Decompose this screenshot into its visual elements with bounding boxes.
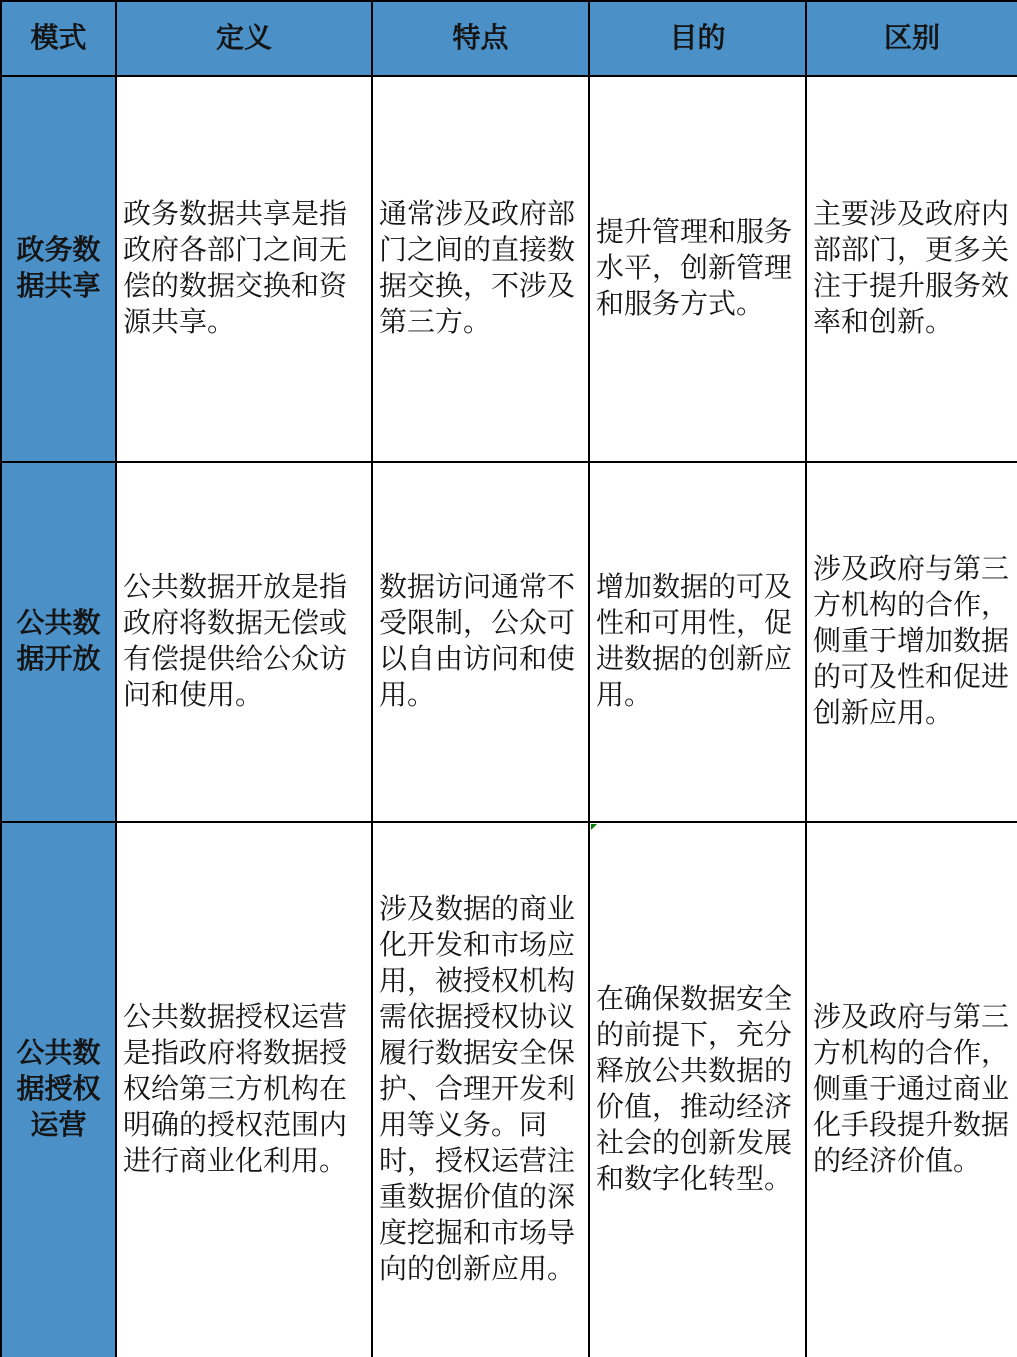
row-header-authorized-operation: 公共数据授权运营 bbox=[1, 822, 116, 1357]
cell-authorized-op-purpose: 在确保数据安全的前提下，充分释放公共数据的价值，推动经济社会的创新发展和数字化转型。 bbox=[589, 822, 806, 1357]
cell-gov-sharing-difference: 主要涉及政府内部部门，更多关注于提升服务效率和创新。 bbox=[806, 76, 1017, 462]
header-mode: 模式 bbox=[1, 1, 116, 76]
cell-authorized-op-difference: 涉及政府与第三方机构的合作，侧重于通过商业化手段提升数据的经济价值。 bbox=[806, 822, 1017, 1357]
row-header-gov-data-sharing: 政务数据共享 bbox=[1, 76, 116, 462]
cell-public-open-purpose: 增加数据的可及性和可用性，促进数据的创新应用。 bbox=[589, 462, 806, 822]
header-purpose: 目的 bbox=[589, 1, 806, 76]
cell-gov-sharing-features: 通常涉及政府部门之间的直接数据交换，不涉及第三方。 bbox=[372, 76, 589, 462]
table-header-row bbox=[1, 1, 1017, 76]
table-row bbox=[1, 462, 1017, 822]
cell-public-open-features: 数据访问通常不受限制，公众可以自由访问和使用。 bbox=[372, 462, 589, 822]
cell-public-open-difference: 涉及政府与第三方机构的合作，侧重于增加数据的可及性和促进创新应用。 bbox=[806, 462, 1017, 822]
cell-gov-sharing-definition: 政务数据共享是指政府各部门之间无偿的数据交换和资源共享。 bbox=[116, 76, 372, 462]
cell-gov-sharing-purpose: 提升管理和服务水平，创新管理和服务方式。 bbox=[589, 76, 806, 462]
header-difference: 区别 bbox=[806, 1, 1017, 76]
header-definition: 定义 bbox=[116, 1, 372, 76]
cell-public-open-definition: 公共数据开放是指政府将数据无偿或有偿提供给公众访问和使用。 bbox=[116, 462, 372, 822]
green-corner-flag-icon bbox=[591, 824, 597, 830]
row-header-public-data-open: 公共数据开放 bbox=[1, 462, 116, 822]
table-row bbox=[1, 76, 1017, 462]
cell-authorized-op-features: 涉及数据的商业化开发和市场应用，被授权机构需依据授权协议履行数据安全保护、合理开发利用等义务。同时，授权运营注重数据价值的深度挖掘和市场导向的创新应用。 bbox=[372, 822, 589, 1357]
cell-authorized-op-definition: 公共数据授权运营是指政府将数据授权给第三方机构在明确的授权范围内进行商业化利用。 bbox=[116, 822, 372, 1357]
table-row bbox=[1, 822, 1017, 1357]
header-features: 特点 bbox=[372, 1, 589, 76]
